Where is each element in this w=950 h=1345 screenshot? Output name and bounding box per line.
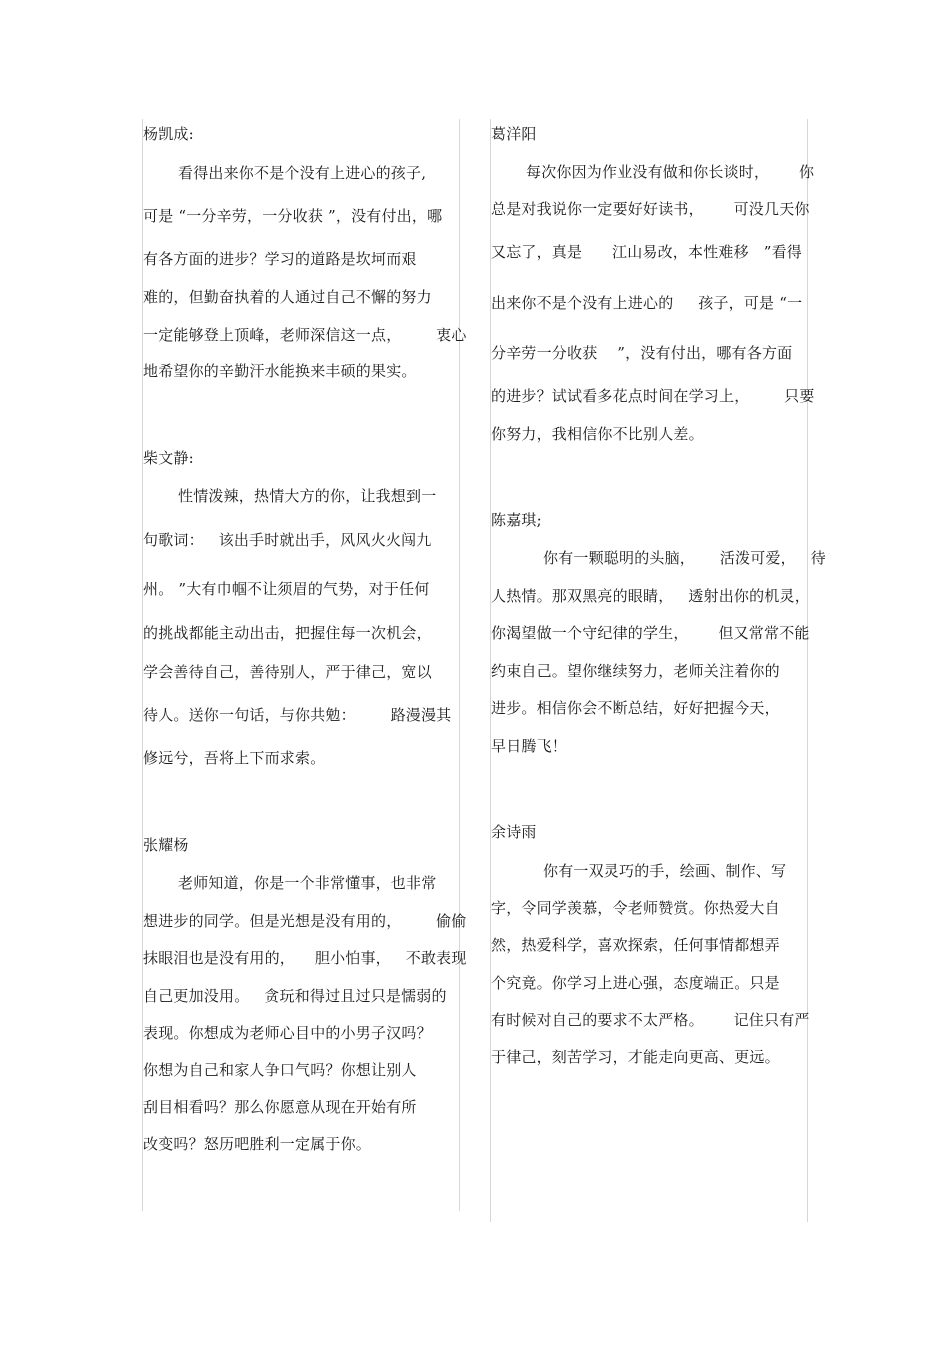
comment-line: 的挑战都能主动出击，把握住每一次机会， — [143, 624, 432, 642]
comment-line: 又忘了，真是 江山易改，本性难移 ”看得 — [491, 243, 802, 261]
comment-line: 改变吗？怒历吧胜利一定属于你。 — [143, 1135, 372, 1153]
comment-line: 你有一颗聪明的头脑， 活泼可爱， 待 — [543, 549, 826, 567]
comment-line: 你努力，我相信你不比别人差。 — [491, 425, 704, 443]
comment-line: 一定能够登上顶峰，老师深信这一点， 衷心 — [143, 326, 467, 344]
comment-line: 的进步？试试看多花点时间在学习上， 只要 — [491, 387, 815, 405]
comment-line: 人热情。那双黑亮的眼睛， 透射出你的机灵， — [491, 587, 810, 605]
comment-line: 字，令同学羡慕，令老师赞赏。你热爱大自 — [491, 899, 780, 917]
comment-line: 可是 “一分辛劳，一分收获 ”，没有付出，哪 — [143, 207, 443, 225]
comment-line: 老师知道，你是一个非常懂事，也非常 — [178, 874, 437, 892]
comment-line: 你渴望做一个守纪律的学生， 但又常常不能 — [491, 624, 810, 642]
comment-line: 表现。你想成为老师心目中的小男子汉吗？ — [143, 1024, 432, 1042]
comment-line: 难的，但勤奋执着的人通过自己不懈的努力 — [143, 288, 432, 306]
comment-line: 出来你不是个没有上进心的 孩子，可是 “一 — [491, 294, 803, 312]
comment-line: 修远兮，吾将上下而求索。 — [143, 749, 326, 767]
student-name: 杨凯成: — [143, 125, 194, 143]
comment-line: 有时候对自己的要求不太严格。 记住只有严 — [491, 1011, 810, 1029]
comment-line: 句歌词： 该出手时就出手，风风火火闯九 — [143, 531, 432, 549]
comment-line: 刮目相看吗？那么你愿意从现在开始有所 — [143, 1098, 417, 1116]
comment-line: 看得出来你不是个没有上进心的孩子, — [178, 164, 427, 182]
comment-line: 你想为自己和家人争口气吗？你想让别人 — [143, 1061, 417, 1079]
comment-line: 州。 ”大有巾帼不让须眉的气势，对于任何 — [143, 580, 430, 598]
comment-line: 于律己，刻苦学习，才能走向更高、更远。 — [491, 1048, 780, 1066]
comment-line: 抹眼泪也是没有用的， 胆小怕事， 不敢表现 — [143, 949, 467, 967]
comment-line: 有各方面的进步？学习的道路是坎坷而艰 — [143, 250, 417, 268]
comment-line: 待人。送你一句话，与你共勉： 路漫漫其 — [143, 706, 452, 724]
comment-line: 想进步的同学。但是光想是没有用的， 偷偷 — [143, 912, 467, 930]
comment-line: 性情泼辣，热情大方的你，让我想到一 — [178, 487, 437, 505]
comment-line: 地希望你的辛勤汗水能换来丰硕的果实。 — [143, 362, 417, 380]
student-name: 余诗雨 — [491, 823, 537, 841]
student-name: 陈嘉琪; — [491, 511, 542, 529]
comment-line: 个究竟。你学习上进心强，态度端正。只是 — [491, 974, 780, 992]
comment-line: 分辛劳一分收获 ”，没有付出，哪有各方面 — [491, 344, 793, 362]
comment-line: 进步。相信你会不断总结，好好把握今天， — [491, 699, 780, 717]
comment-line: 约束自己。望你继续努力，老师关注着你的 — [491, 662, 780, 680]
comment-line: 你有一双灵巧的手，绘画、制作、写 — [543, 862, 787, 880]
comment-line: 自己更加没用。 贪玩和得过且过只是懦弱的 — [143, 987, 447, 1005]
student-name: 张耀杨 — [143, 836, 189, 854]
comment-line: 总是对我说你一定要好好读书， 可没几天你 — [491, 200, 810, 218]
student-name: 葛洋阳 — [491, 125, 537, 143]
comment-line: 学会善待自己，善待别人，严于律己，宽以 — [143, 663, 432, 681]
left-comment-column — [142, 119, 467, 1211]
comment-line: 然，热爱科学，喜欢探索，任何事情都想弄 — [491, 936, 780, 954]
comment-line: 早日腾飞！ — [491, 737, 568, 755]
comment-line: 每次你因为作业没有做和你长谈时， 你 — [526, 163, 815, 181]
student-name: 柴文静: — [143, 449, 194, 467]
right-comment-column — [490, 119, 826, 1222]
